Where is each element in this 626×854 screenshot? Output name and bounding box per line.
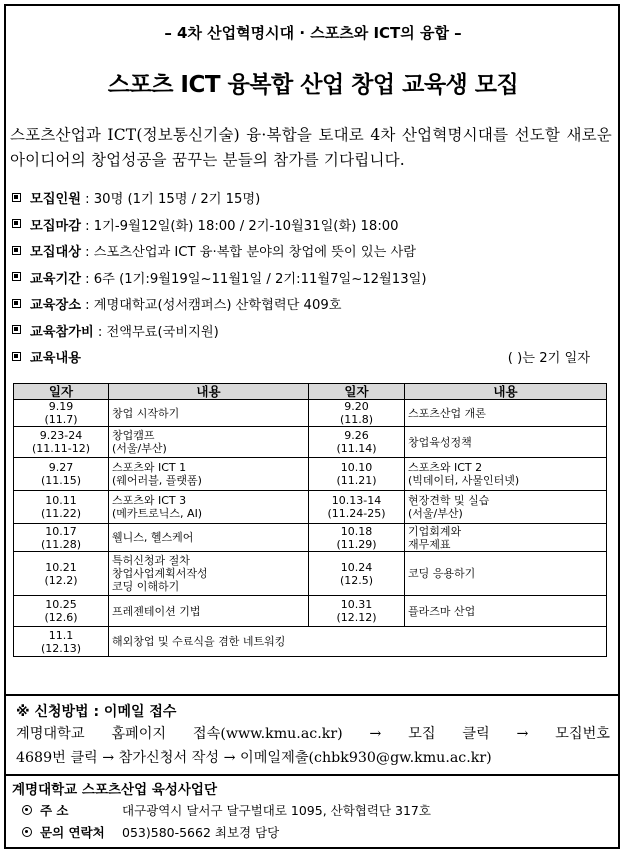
info-value: : 1기-9월12일(화) 18:00 / 2기-10월31일(화) 18:00 [80, 218, 399, 234]
date-first-cohort: 9.19 [48, 400, 74, 413]
square-bullet-icon [12, 272, 21, 281]
schedule-content [109, 524, 309, 552]
date-second-cohort: (11.14) [336, 442, 377, 455]
schedule-table [13, 383, 607, 657]
info-label: 교육참가비 [30, 324, 94, 340]
schedule-content [109, 491, 309, 524]
info-item-content [12, 346, 602, 373]
schedule-content [405, 458, 607, 491]
info-value: : 계명대학교(성서캠퍼스) 산학협력단 409호 [80, 298, 342, 313]
application-box [4, 694, 620, 776]
date-first-cohort: 9.23-24 [39, 429, 83, 442]
date-first-cohort: 10.18 [340, 524, 373, 538]
content-line: 특허신청과 절차 [112, 554, 190, 567]
content-line: (웨어러블, 플랫폼) [112, 474, 202, 487]
application-steps-line1: 계명대학교 홈페이지 접속(www.kmu.ac.kr) → 모집 클릭 → 모집번호 [16, 726, 610, 742]
schedule-date [14, 552, 109, 596]
schedule-date [14, 400, 109, 427]
table-row [14, 627, 607, 657]
info-item-location [12, 293, 602, 320]
content-line: 스포츠와 ICT 2 [408, 461, 483, 474]
schedule-date [14, 627, 109, 657]
date-first-cohort: 10.17 [45, 524, 77, 538]
square-bullet-icon [12, 246, 21, 255]
square-bullet-icon [12, 352, 21, 361]
date-second-cohort: (11.28) [40, 537, 82, 551]
content-line: 스포츠와 ICT 3 [112, 494, 187, 507]
intro-paragraph: 스포츠산업과 ICT(정보통신기술) 융·복합을 토대로 4차 산업혁명시대를 선도할 새로운 아이디어의 창업성공을 꿈꾸는 분들의 참가를 기다립니다. [10, 126, 612, 169]
info-label: 모집마감 [30, 218, 81, 234]
schedule-content [109, 596, 309, 627]
schedule-content: 해외창업 및 수료식을 겸한 네트워킹 [109, 627, 607, 657]
content-line: 코딩 응용하기 [408, 567, 476, 580]
schedule-content [109, 427, 309, 458]
table-row [14, 552, 607, 596]
content-line: (메카트로닉스, AI) [112, 507, 203, 520]
contact-label: 문의 연락처 [40, 825, 105, 840]
schedule-date [309, 427, 405, 458]
content-line: 창업육성정책 [408, 435, 472, 449]
circle-bullet-icon [22, 805, 32, 815]
content-line: (빅데이터, 사물인터넷) [408, 474, 520, 487]
schedule-date [309, 458, 405, 491]
info-value: : 전액무료(국비지원) [93, 324, 219, 340]
date-second-cohort: (11.8) [339, 413, 374, 426]
date-first-cohort: 9.27 [48, 461, 74, 474]
content-line: (서울/부산) [112, 442, 167, 455]
second-cohort-note: ( )는 2기 일자 [507, 351, 590, 366]
info-value: : 30명 (1기 15명 / 2기 15명) [80, 192, 261, 207]
application-title: ※ 신청방법 : 이메일 접수 [16, 704, 177, 720]
table-row [14, 524, 607, 552]
date-second-cohort: (11.7) [44, 413, 78, 426]
schedule-date [14, 491, 109, 524]
content-line: 재무제표 [408, 537, 451, 551]
table-row [14, 458, 607, 491]
schedule-content [109, 400, 309, 427]
table-row [14, 400, 607, 427]
date-first-cohort: 10.21 [45, 560, 77, 574]
schedule-content [109, 552, 309, 596]
schedule-date [14, 458, 109, 491]
date-second-cohort: (12.2) [44, 573, 78, 587]
info-item-deadline [12, 214, 602, 241]
application-steps-line2: 4689번 클릭 → 참가신청서 작성 → 이메일제출(chbk930@gw.kmu.ac.kr) [16, 750, 492, 766]
address-row [12, 800, 608, 822]
date-first-cohort: 10.13-14 [331, 494, 382, 507]
content-line: 플라즈마 산업 [408, 604, 476, 618]
contact-row [12, 822, 608, 844]
header-content: 내용 [109, 384, 309, 400]
square-bullet-icon [12, 325, 21, 334]
info-value: : 스포츠산업과 ICT 융·복합 분야의 창업에 뜻이 있는 사람 [80, 245, 417, 260]
info-label: 교육내용 [30, 351, 81, 366]
content-line: 창업캠프 [112, 429, 155, 442]
table-row [14, 596, 607, 627]
schedule-date [309, 491, 405, 524]
schedule-content [405, 491, 607, 524]
schedule-date [309, 552, 405, 596]
content-line: 웰니스, 헬스케어 [112, 531, 194, 544]
info-label: 교육기간 [30, 271, 81, 287]
header-date: 일자 [14, 384, 109, 400]
date-second-cohort: (12.6) [44, 611, 78, 624]
info-item-recruit-count [12, 187, 602, 214]
date-first-cohort: 9.26 [344, 429, 369, 442]
info-item-period [12, 267, 602, 294]
square-bullet-icon [12, 299, 21, 308]
footer [12, 780, 608, 844]
date-second-cohort: (11.15) [40, 474, 82, 487]
schedule-content [405, 400, 607, 427]
info-label: 모집인원 [30, 192, 81, 207]
content-line: (서울/부산) [408, 507, 463, 520]
schedule-date [14, 596, 109, 627]
date-first-cohort: 10.24 [340, 560, 373, 574]
date-second-cohort: (11.22) [40, 507, 82, 520]
date-first-cohort: 10.25 [45, 598, 77, 611]
info-item-fee [12, 320, 602, 347]
header-content: 내용 [405, 384, 607, 400]
date-second-cohort: (12.13) [40, 641, 82, 655]
header-date: 일자 [309, 384, 405, 400]
info-item-target [12, 240, 602, 267]
schedule-content [109, 458, 309, 491]
date-second-cohort: (11.24-25) [327, 507, 386, 520]
date-first-cohort: 10.11 [45, 494, 77, 507]
info-label: 교육장소 [30, 298, 81, 313]
content-line: 창업사업계획서작성 [112, 567, 208, 580]
table-row [14, 491, 607, 524]
date-first-cohort: 11.1 [48, 628, 74, 642]
table-header-row [14, 384, 607, 400]
date-first-cohort: 9.20 [344, 400, 369, 413]
content-line: 현장견학 및 실습 [408, 494, 490, 507]
content-line: 코딩 이해하기 [112, 580, 180, 593]
table-row [14, 427, 607, 458]
content-line: 스포츠와 ICT 1 [112, 461, 187, 474]
schedule-date [309, 524, 405, 552]
address-label: 주 소 [40, 803, 69, 818]
date-second-cohort: (12.5) [339, 573, 374, 587]
square-bullet-icon [12, 193, 21, 202]
date-second-cohort: (11.11-12) [31, 442, 91, 455]
contact-value: 053)580-5662 최보경 담당 [122, 825, 280, 840]
circle-bullet-icon [22, 827, 32, 837]
schedule-date [309, 400, 405, 427]
date-first-cohort: 10.10 [340, 461, 373, 474]
schedule-content [405, 524, 607, 552]
schedule-content [405, 596, 607, 627]
address-value: 대구광역시 달서구 달구벌대로 1095, 산학협력단 317호 [122, 803, 431, 818]
schedule-date [14, 524, 109, 552]
content-line: 창업 시작하기 [112, 406, 180, 420]
content-line: 프레젠테이션 기법 [112, 604, 201, 618]
date-first-cohort: 10.31 [340, 598, 373, 611]
schedule-content [405, 427, 607, 458]
subtitle: – 4차 산업혁명시대 · 스포츠와 ICT의 융합 – [164, 24, 462, 42]
content-line: 기업회계와 [408, 524, 462, 538]
info-label: 모집대상 [30, 245, 81, 260]
page-title: 스포츠 ICT 융복합 산업 창업 교육생 모집 [107, 72, 519, 98]
info-list [12, 187, 602, 373]
schedule-date [309, 596, 405, 627]
date-second-cohort: (11.21) [336, 474, 377, 487]
date-second-cohort: (11.29) [336, 537, 377, 551]
info-value: : 6주 (1기:9월19일~11월1일 / 2기:11월7일~12월13일) [80, 271, 427, 287]
organization-name: 계명대학교 스포츠산업 육성사업단 [12, 782, 218, 798]
schedule-content [405, 552, 607, 596]
square-bullet-icon [12, 219, 21, 228]
schedule-date [14, 427, 109, 458]
content-line: 스포츠산업 개론 [408, 406, 486, 420]
date-second-cohort: (12.12) [336, 611, 377, 624]
